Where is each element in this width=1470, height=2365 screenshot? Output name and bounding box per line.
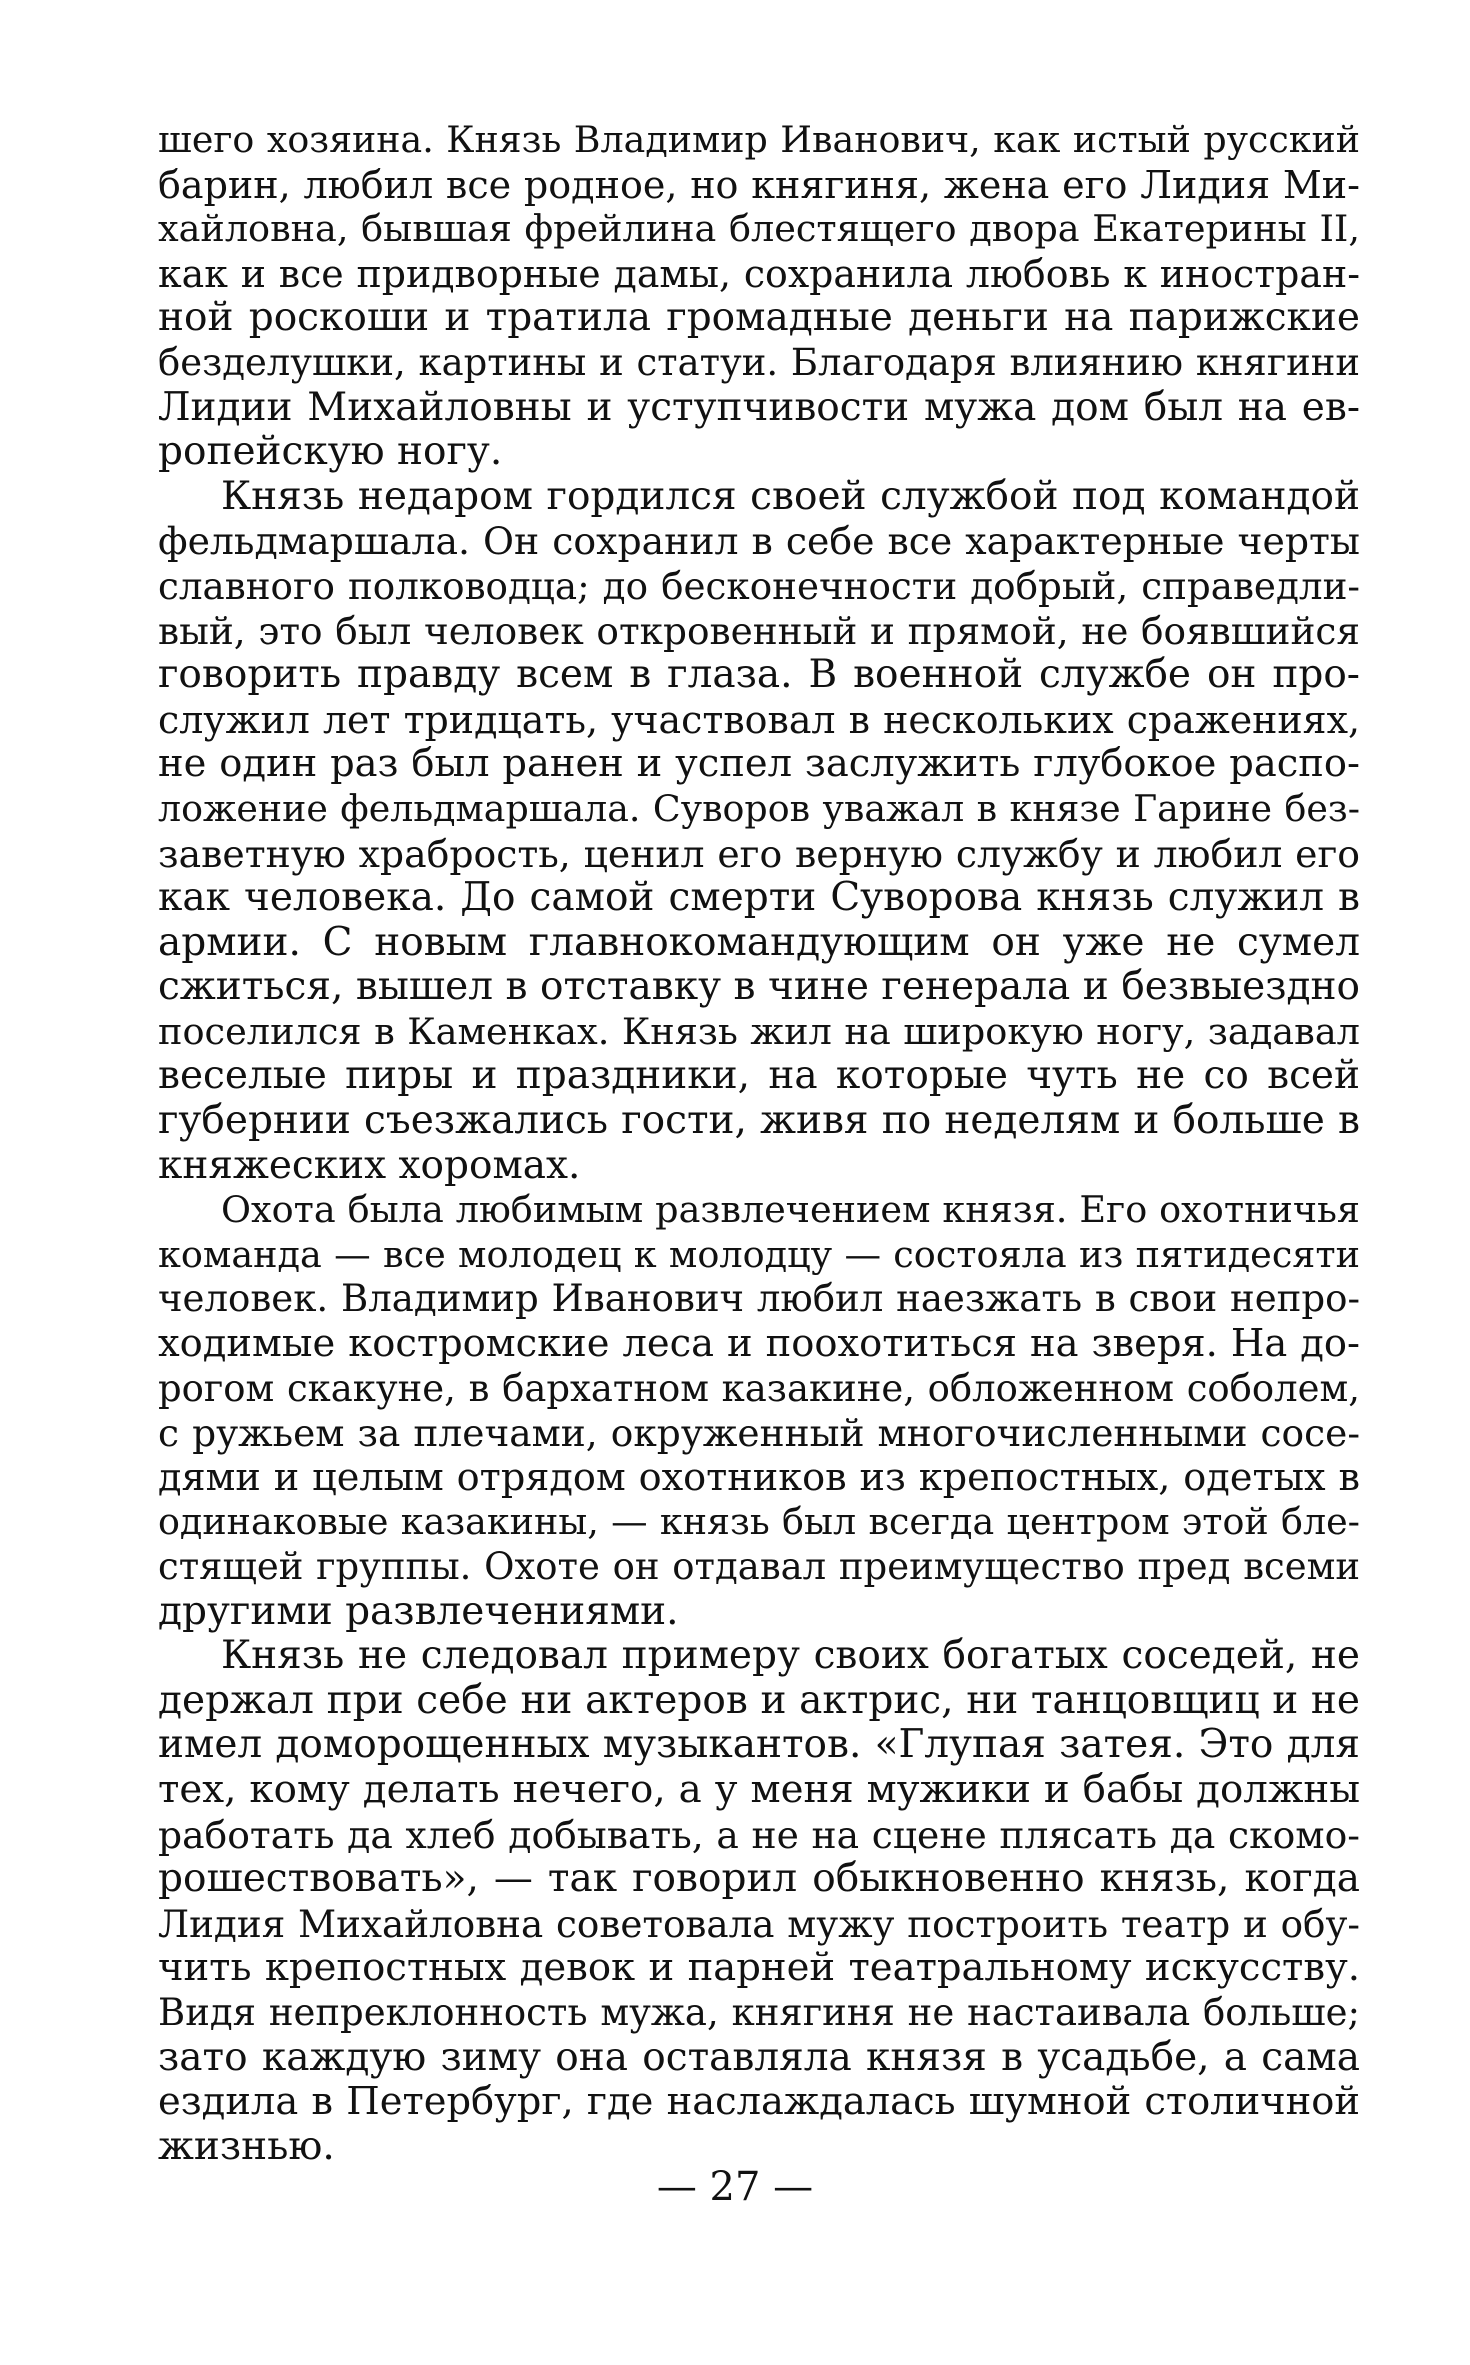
text-line: Лидии Михайловны и уступчивости мужа дом был на ев-: [158, 384, 1360, 430]
text-line: ходимые костромские леса и поохотиться на зверя. На до-: [158, 1321, 1360, 1367]
text-line: с ружьем за плечами, окруженный многочисленными сосе-: [158, 1411, 1360, 1456]
text-line: говорить правду всем в глаза. В военной службе он про-: [158, 652, 1360, 698]
text-line: ропейскую ногу.: [158, 429, 503, 475]
text-line: Лидия Михайловна советовала мужу построить театр и обу-: [158, 1901, 1360, 1946]
text-line: Охота была любимым развлечением князя. Его охотничья: [221, 1188, 1360, 1232]
text-line: вый, это был человек откровенный и прямой, не боявшийся: [158, 608, 1360, 653]
text-line: не один раз был ранен и успел заслужить глубокое распо-: [158, 741, 1360, 787]
text-line: безделушки, картины и статуи. Благодаря влиянию княгини: [158, 340, 1360, 384]
text-line: тех, кому делать нечего, а у меня мужики и бабы должны: [158, 1766, 1360, 1812]
text-line: шего хозяина. Князь Владимир Иванович, как истый русский: [158, 118, 1360, 161]
page-number: — 27 —: [656, 2164, 814, 2210]
text-line: барин, любил все родное, но княгиня, жена его Лидия Ми-: [158, 162, 1360, 207]
text-line: ездила в Петербург, где наслаждалась шумной столичной: [158, 2079, 1360, 2125]
text-line: как и все придворные дамы, сохранила любовь к иностран-: [158, 251, 1360, 296]
text-line: работать да хлеб добывать, а не на сцене плясать да скомо-: [158, 1812, 1360, 1857]
text-line: человек. Владимир Иванович любил наезжать в свои непро-: [158, 1277, 1360, 1321]
text-line: фельдмаршала. Он сохранил в себе все характерные черты: [158, 519, 1360, 564]
text-line: Князь недаром гордился своей службой под командой: [221, 473, 1360, 519]
text-line: поселился в Каменках. Князь жил на широкую ногу, задавал: [158, 1009, 1360, 1053]
text-line: команда — все молодец к молодцу — состояла из пятидесяти: [158, 1232, 1360, 1276]
text-line: армии. С новым главнокомандующим он уже не сумел: [158, 919, 1360, 965]
text-line: другими развлечениями.: [158, 1588, 679, 1634]
text-line: дями и целым отрядом охотников из крепостных, одетых в: [158, 1455, 1360, 1500]
text-line: Видя непреклонность мужа, княгиня не настаивала больше;: [158, 1990, 1360, 2034]
text-line: ной роскоши и тратила громадные деньги на парижские: [158, 295, 1360, 341]
text-line: княжеских хоромах.: [158, 1142, 581, 1188]
text-line: держал при себе ни актеров и актрис, ни танцовщиц и не: [158, 1677, 1360, 1723]
text-line: губернии съезжались гости, живя по неделям и больше в: [158, 1098, 1360, 1144]
text-line: служил лет тридцать, участвовал в нескольких сражениях,: [158, 697, 1360, 742]
text-line: одинаковые казакины, — князь был всегда центром этой бле-: [158, 1500, 1360, 1544]
text-line: сжиться, вышел в отставку в чине генерала и безвыездно: [158, 964, 1360, 1010]
text-line: Князь не следовал примеру своих богатых соседей, не: [221, 1633, 1360, 1679]
text-line: стящей группы. Охоте он отдавал преимущество пред всеми: [158, 1545, 1360, 1588]
text-line: заветную храбрость, ценил его верную службу и любил его: [158, 831, 1360, 876]
text-line: имел доморощенных музыкантов. «Глупая затея. Это для: [158, 1722, 1360, 1768]
text-line: ложение фельдмаршала. Суворов уважал в князе Гарине без-: [158, 786, 1360, 830]
text-line: зато каждую зиму она оставляла князя в усадьбе, а сама: [158, 2034, 1360, 2080]
text-line: рошествовать», — так говорил обыкновенно князь, когда: [158, 1856, 1360, 1902]
text-line: веселые пиры и праздники, на которые чуть не со всей: [158, 1053, 1360, 1099]
text-line: как человека. До самой смерти Суворова князь служил в: [158, 875, 1360, 921]
text-line: рогом скакуне, в бархатном казакине, обложенном соболем,: [158, 1366, 1360, 1410]
text-line: славного полководца; до бесконечности добрый, справедли-: [158, 563, 1360, 608]
text-line: хайловна, бывшая фрейлина блестящего двора Екатерины II,: [158, 207, 1360, 251]
body-text: [158, 118, 1360, 2169]
text-line: жизнью.: [158, 2123, 335, 2169]
text-line: чить крепостных девок и парней театральному искусству.: [158, 1945, 1360, 1991]
